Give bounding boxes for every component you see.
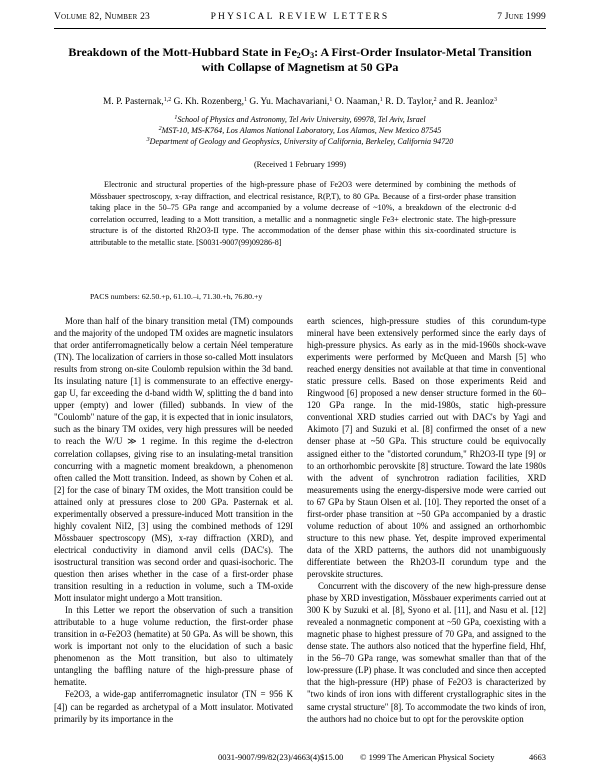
received-date: (Received 1 February 1999) <box>253 160 347 169</box>
affiliation-1: $^1$School of Physics and Astronomy, Tel Aviv University, 69978, Tel Aviv, Israel <box>174 115 426 124</box>
abstract-text: Electronic and structural properties of the high-pressure phase of Fe2O3 were determined by combining the methods of Mössbauer spectroscopy, x-ray diffraction, and electrical resistance, R(P,T), to 80 GPa. Because of a first-order phase transition taking place in the 50–75 GPa range and accompanied by a volume decrease of ~10%, a breakdown of the electronic d-d correlation occurred, leading to a Mott transition, a metallic and a nonmagnetic single Fe3+ electronic state. The high-pressure structure is of the distorted Rh2O3-II type. The accommodation of the denser phase within this six-coordinated structure is attributable to the metallic state. [S0031-9007(99)09286-8] <box>90 180 516 247</box>
abstract <box>90 179 516 249</box>
left-column <box>54 315 293 724</box>
paper-title: Breakdown of the Mott-Hubbard State in $Fe_2O_3$: A First-Order Insulator-Metal Transition with Collapse of Magnetism at 50 GPa <box>68 45 532 74</box>
body-paragraph: More than half of the binary transition metal (TM) compounds and the majority of the undoped TM oxides are magnetic insulators that order antiferromagnetically below a certain Néel temperature (TN). The localization of carriers in those so-called Mott insulators results from strong on-site Coulomb repulsion within the 3d band. Its insulating nature [1] is commensurate to an effective energy-gap U, far exceeding the d-band width W, splitting the d band into upper (empty) and lower (filled) subbands. In view of the "Coulomb" nature of the gap, it is expected that in ionic insulators, such as the binary TM oxides, very high pressures will be needed to reach the W/U ≫ 1 regime. In this regime the d-electron correlation collapses, giving rise to an insulating-metal transition concurring with a magnetic moment breakdown, a phenomenon often called the Mott transition. Indeed, as shown by Cohen et al. [2] for the case of binary TM oxides, the Mott transition could be attained only at pressures close to 200 GPa. Pasternak et al. experimentally observed a pressure-induced Mott transition in the highly covalent NiI2, [3] using the combined methods of 129I Mössbauer spectroscopy (MS), x-ray diffraction (XRD), and electrical conductivity in diamond anvil cells (DAC's). The isostructural transition was second order and quasi-isochoric. The question then arises whether in the case of a first-order phase transition resulting in a reduction in volume, such a TM-oxide Mott insulator might undergo a Mott transition. <box>54 316 293 604</box>
copyright-notice: © 1999 The American Physical Society <box>360 752 495 762</box>
header-rule <box>54 28 546 29</box>
author-list: M. P. Pasternak,$^{1,2}$ G. Kh. Rozenberg,$^1$ G. Yu. Machavariani,$^1$ O. Naaman,$^1$ R. D. Taylor,$^2$ and R. Jeanloz$^3$ <box>103 97 497 107</box>
article-code: 0031-9007/99/82(23)/4663(4)$15.00 <box>218 752 344 762</box>
affiliation-2: $^2$MST-10, MS-K764, Los Alamos National Laboratory, Los Alamos, New Mexico 87545 <box>158 126 442 135</box>
running-header <box>54 12 546 26</box>
body-paragraph: In this Letter we report the observation of such a transition attributable to a huge volume reduction, the first-order phase transition in α-Fe2O3 (hematite) at 50 GPa. As will be shown, this work is important not only to the elucidation of such a basic phenomenon as the Mott transition, but also to ultimately untangling the baffling nature of the high-pressure phase of hematite. <box>54 605 293 688</box>
issue-date: 7 June 1999 <box>497 12 546 22</box>
body-paragraph: Fe2O3, a wide-gap antiferromagnetic insulator (TN = 956 K [4]) can be regarded as archetypal of a Mott insulator. Motivated primarily by its importance in the <box>54 689 293 724</box>
journal-name: PHYSICAL REVIEW LETTERS <box>210 12 390 22</box>
pacs-numbers: PACS numbers: 62.50.+p, 61.10.–i, 71.30.+h, 76.80.+y <box>90 292 263 301</box>
volume-number: Volume 82, Number 23 <box>54 12 151 22</box>
right-column <box>307 315 546 724</box>
page-number: 4663 <box>529 752 546 762</box>
body-paragraph: earth sciences, high-pressure studies of this corundum-type mineral have been extensively performed since the early days of high-pressure physics. As early as in the mid-1960s shock-wave experiments were performed by McQueen and Marsh [5] who reached energy densities not available at that time in conventional static pressure cells. Based on those experiments Reid and Ringwood [6] proposed a new denser structure formed in the 60–120 GPa range. In the mid-1980s, static high-pressure conventional XRD studies carried out with DAC's by Yagi and Akimoto [7] and Suzuki et al. [8] confirmed the onset of a new denser phase at ~50 GPa. This structure could be equivocally assigned either to the "distorted corundum," Rh2O3-II type [9] or to an orthorhombic perovskite [8] structure. Toward the late 1980s with the advent of synchrotron radiation facilities, XRD measurements using the energy-dispersive mode were carried out to 67 GPa by Staun Olsen et al. [10]. They reported the onset of a first-order phase transition at ~50 GPa accompanied by a drastic volume reduction of about 10% and assigned an orthorhombic structure to this new phase. Yet, despite improved experimental data of the XRD patterns, the authors did not unambiguously differentiate between the Rh2O3-II corundum type and the perovskite structures. <box>307 316 546 579</box>
page-footer <box>54 752 546 764</box>
affiliation-3: $^3$Department of Geology and Geophysics, University of California, Berkeley, California 94720 <box>146 137 454 146</box>
body-paragraph: Concurrent with the discovery of the new high-pressure dense phase by XRD investigation, Mössbauer experiments carried out at 300 K by Suzuki et al. [8], Syono et al. [11], and Nasu et al. [12] revealed a nonmagnetic component at ~50 GPa, coexisting with a magnetic phase to highest pressure of 70 GPa, and assigned to the dense state. The authors also noticed that the hyperfine field, Hhf, in the 56–70 GPa range, was somewhat smaller than that of the low-pressure (LP) phase. It was concluded and since then accepted that the high-pressure (HP) phase of Fe2O3 is characterized by "two kinds of iron ions with different crystallographic sites in the same crystal structure" [8]. To accommodate the two kinds of iron, the authors had no choice but to opt for the perovskite option <box>307 581 546 724</box>
